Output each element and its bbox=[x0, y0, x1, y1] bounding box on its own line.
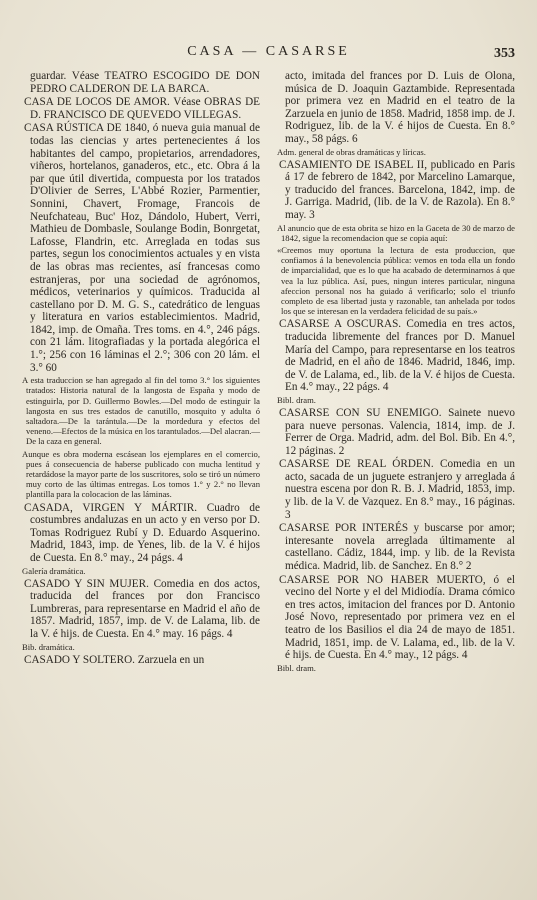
catalog-entry: CASARSE A OSCURAS. Comedia en tres actos, traducida libremente del frances por D. Manuel María del Campo, para representarse en los teatros de Madrid, en el año de 1846. Madrid, 1846, imp. de V. de Lalama, ed., lib. de la V. é hijos de Cuesta. En 4.° may., 22 págs. 4 bbox=[279, 318, 515, 394]
page-header bbox=[0, 44, 537, 62]
entry-note: Aunque es obra moderna escásean los ejemplares en el comercio, pues á consecuencia de haberse publicado con mucha lentitud y retardádose la mayor parte de los suscritores, solo se tiró un número muy corto de las últimas entregas. Los tomos 1.° y 2.° no llevan plantilla para la colocacion de las láminas. bbox=[22, 448, 260, 500]
entry-note: Al anuncio que de esta obrita se hizo en la Gaceta de 30 de marzo de 1842, sigue la recomendacion que se copia aquí: bbox=[277, 222, 515, 243]
entry-note: A esta traduccion se han agregado al fin del tomo 3.° los siguientes tratados: Historia natural de la langosta de España y modo de estinguirla, por D. Guillermo Bowles.—Del modo de estinguir la langosta en sus tres estados de canutillo, mosquito y adulta ó saltadora.—De la tarántula.—De la mordedura y efectos del veneno.—Efectos de la música en los tarantulados.—Del alacran.—De la caza en general. bbox=[22, 375, 260, 447]
catalog-entry: CASARSE POR NO HABER MUERTO, ó el vecino del Norte y el del Midiodía. Drama cómico en tres actos, imitacion del frances por D. Antonio José Novo, representado por primera vez en el teatro de los Basilios el dia 24 de mayo de 1851. Madrid, 1851, imp. de V. Lalama, ed., lib. de la V. é hijs. de Cuesta. En 4.° may., 12 págs. 4 bbox=[279, 573, 515, 662]
catalog-entry: CASAMIENTO DE ISABEL II, publicado en Paris á 17 de febrero de 1842, por Marcelino Lamarque, y traducido del frances. Barcelona, 1842, imp. de J. Garriga. Madrid, (lib. de la V. de Razola). En 8.° may. 3 bbox=[279, 158, 515, 221]
catalog-entry: CASA DE LOCOS DE AMOR. Véase OBRAS DE D. FRANCISCO DE QUEVEDO VILLEGAS. bbox=[24, 96, 260, 121]
catalog-entry: CASARSE DE REAL ÓRDEN. Comedia en un acto, sacada de un juguete estranjero y arreglada á nuestra escena por don R. B. J. Madrid, 1853, imp. y lib. de la V. de Vazquez. En 8.° may., 16 páginas. 3 bbox=[279, 458, 515, 521]
catalog-entry: CASADO Y SOLTERO. Zarzuela en un bbox=[24, 653, 205, 666]
entry-source: Bib. dramática. bbox=[22, 641, 75, 652]
entry-source: Adm. general de obras dramáticas y líricas. bbox=[277, 146, 426, 157]
catalog-entry: CASA RÚSTICA DE 1840, ó nueva guia manual de todas las ciencias y artes pertenecientes á los habitantes del campo, propietarios, arrendadores, viñeros, hortelanos, ganaderos, etc., etc. Obra á la par que útil divertida, compuesta por los tratados D'Olivier de Serres, L'Abbé Rozier, Parmentier, Sonnini, Chavert, Fromage, Francois de Neufchateau, Buc' Hoz, Dándolo, Hubert, Verri, Mathieu de Dombasle, Soulange Bodin, Bonrgetat, Lafosse, Flandrin, etc. Arreglada en todas sus partes, segun los conocimientos actuales y en vista de las obras mas recientes, así francesas como estranjeras, por una sociedad de agrónomos, médicos, veterinarios y químicos. Traducida al castellano por D. M. G. S., catedrático de lenguas y literatura en varios establecimientos. Madrid, 1842, imp. de Omaña. Tres toms. en 4.°, 246 págs. con 21 lám. litografiadas y la portada alegórica el 1.°; 256 con 16 láminas el 2.°; 306 con 20 lám. el 3.° 60 bbox=[24, 122, 260, 374]
entry-continuation: acto, imitada del frances por D. Luis de Olona, música de D. Joaquin Gaztambide. Representada por primera vez en Madrid en el teatro de la Zarzuela en junio de 1858. Madrid, 1858 imp. de J. Rodriguez, lib. de la V. é hijos de Cuesta. En 8.° may., 58 págs. 6 bbox=[285, 70, 515, 145]
entry-continuation: guardar. Véase TEATRO ESCOGIDO DE DON PEDRO CALDERON DE LA BARCA. bbox=[30, 70, 260, 95]
catalog-entry: CASARSE POR INTERÉS y buscarse por amor; interesante novela arreglada últimamente al castellano. Cádiz, 1844, imp. y lib. de la Revista médica. Madrid, lib. de Sanchez. En 8.° 2 bbox=[279, 522, 515, 573]
right-column bbox=[277, 70, 515, 675]
catalog-entry: CASARSE CON SU ENEMIGO. Sainete nuevo para nueve personas. Valencia, 1814, imp. de J. Ferrer de Orga. Madrid, adm. del Bol. Bib. En 4.°, 12 páginas. 2 bbox=[279, 406, 515, 457]
entry-source: Bibl. dram. bbox=[277, 662, 316, 673]
running-head: CASA — CASARSE bbox=[187, 44, 350, 59]
entry-note: «Creemos muy oportuna la lectura de esta produccion, que confiamos á la benevolencia pública: vemos en toda ella un fondo de imparcialidad, que es lo que ha acabado de determinarnos á que vea la luz pública. Así, pues, ningun interes particular, ninguna afeccion personal nos ha guiado á verificarlo; solo el triunfo completo de esa libertad justa y razonable, tan anhelada por todos los que se interesan en la verdadera felicidad de su país.» bbox=[277, 244, 515, 317]
left-column bbox=[22, 70, 260, 667]
page-number: 353 bbox=[494, 46, 515, 61]
entry-source: Bibl. dram. bbox=[277, 394, 316, 405]
catalog-entry: CASADA, VIRGEN Y MÁRTIR. Cuadro de costumbres andaluzas en un acto y en verso por D. Tomas Rodriguez Rubí y D. Eduardo Asquerino. Madrid, 1843, imp. de Yenes, lib. de la V. é hijos de Cuesta. En 8.° may., 24 págs. 4 bbox=[24, 501, 260, 565]
entry-source: Galería dramática. bbox=[22, 565, 86, 576]
catalog-entry: CASADO Y SIN MUJER. Comedia en dos actos, traducida del frances por don Francisco Lumbreras, para representarse en Madrid el año de 1857. Madrid, 1857, imp. de V. de Lalama, lib. de la V. é hijs. de Cuesta. En 4.° may. 16 págs. 4 bbox=[24, 577, 260, 641]
